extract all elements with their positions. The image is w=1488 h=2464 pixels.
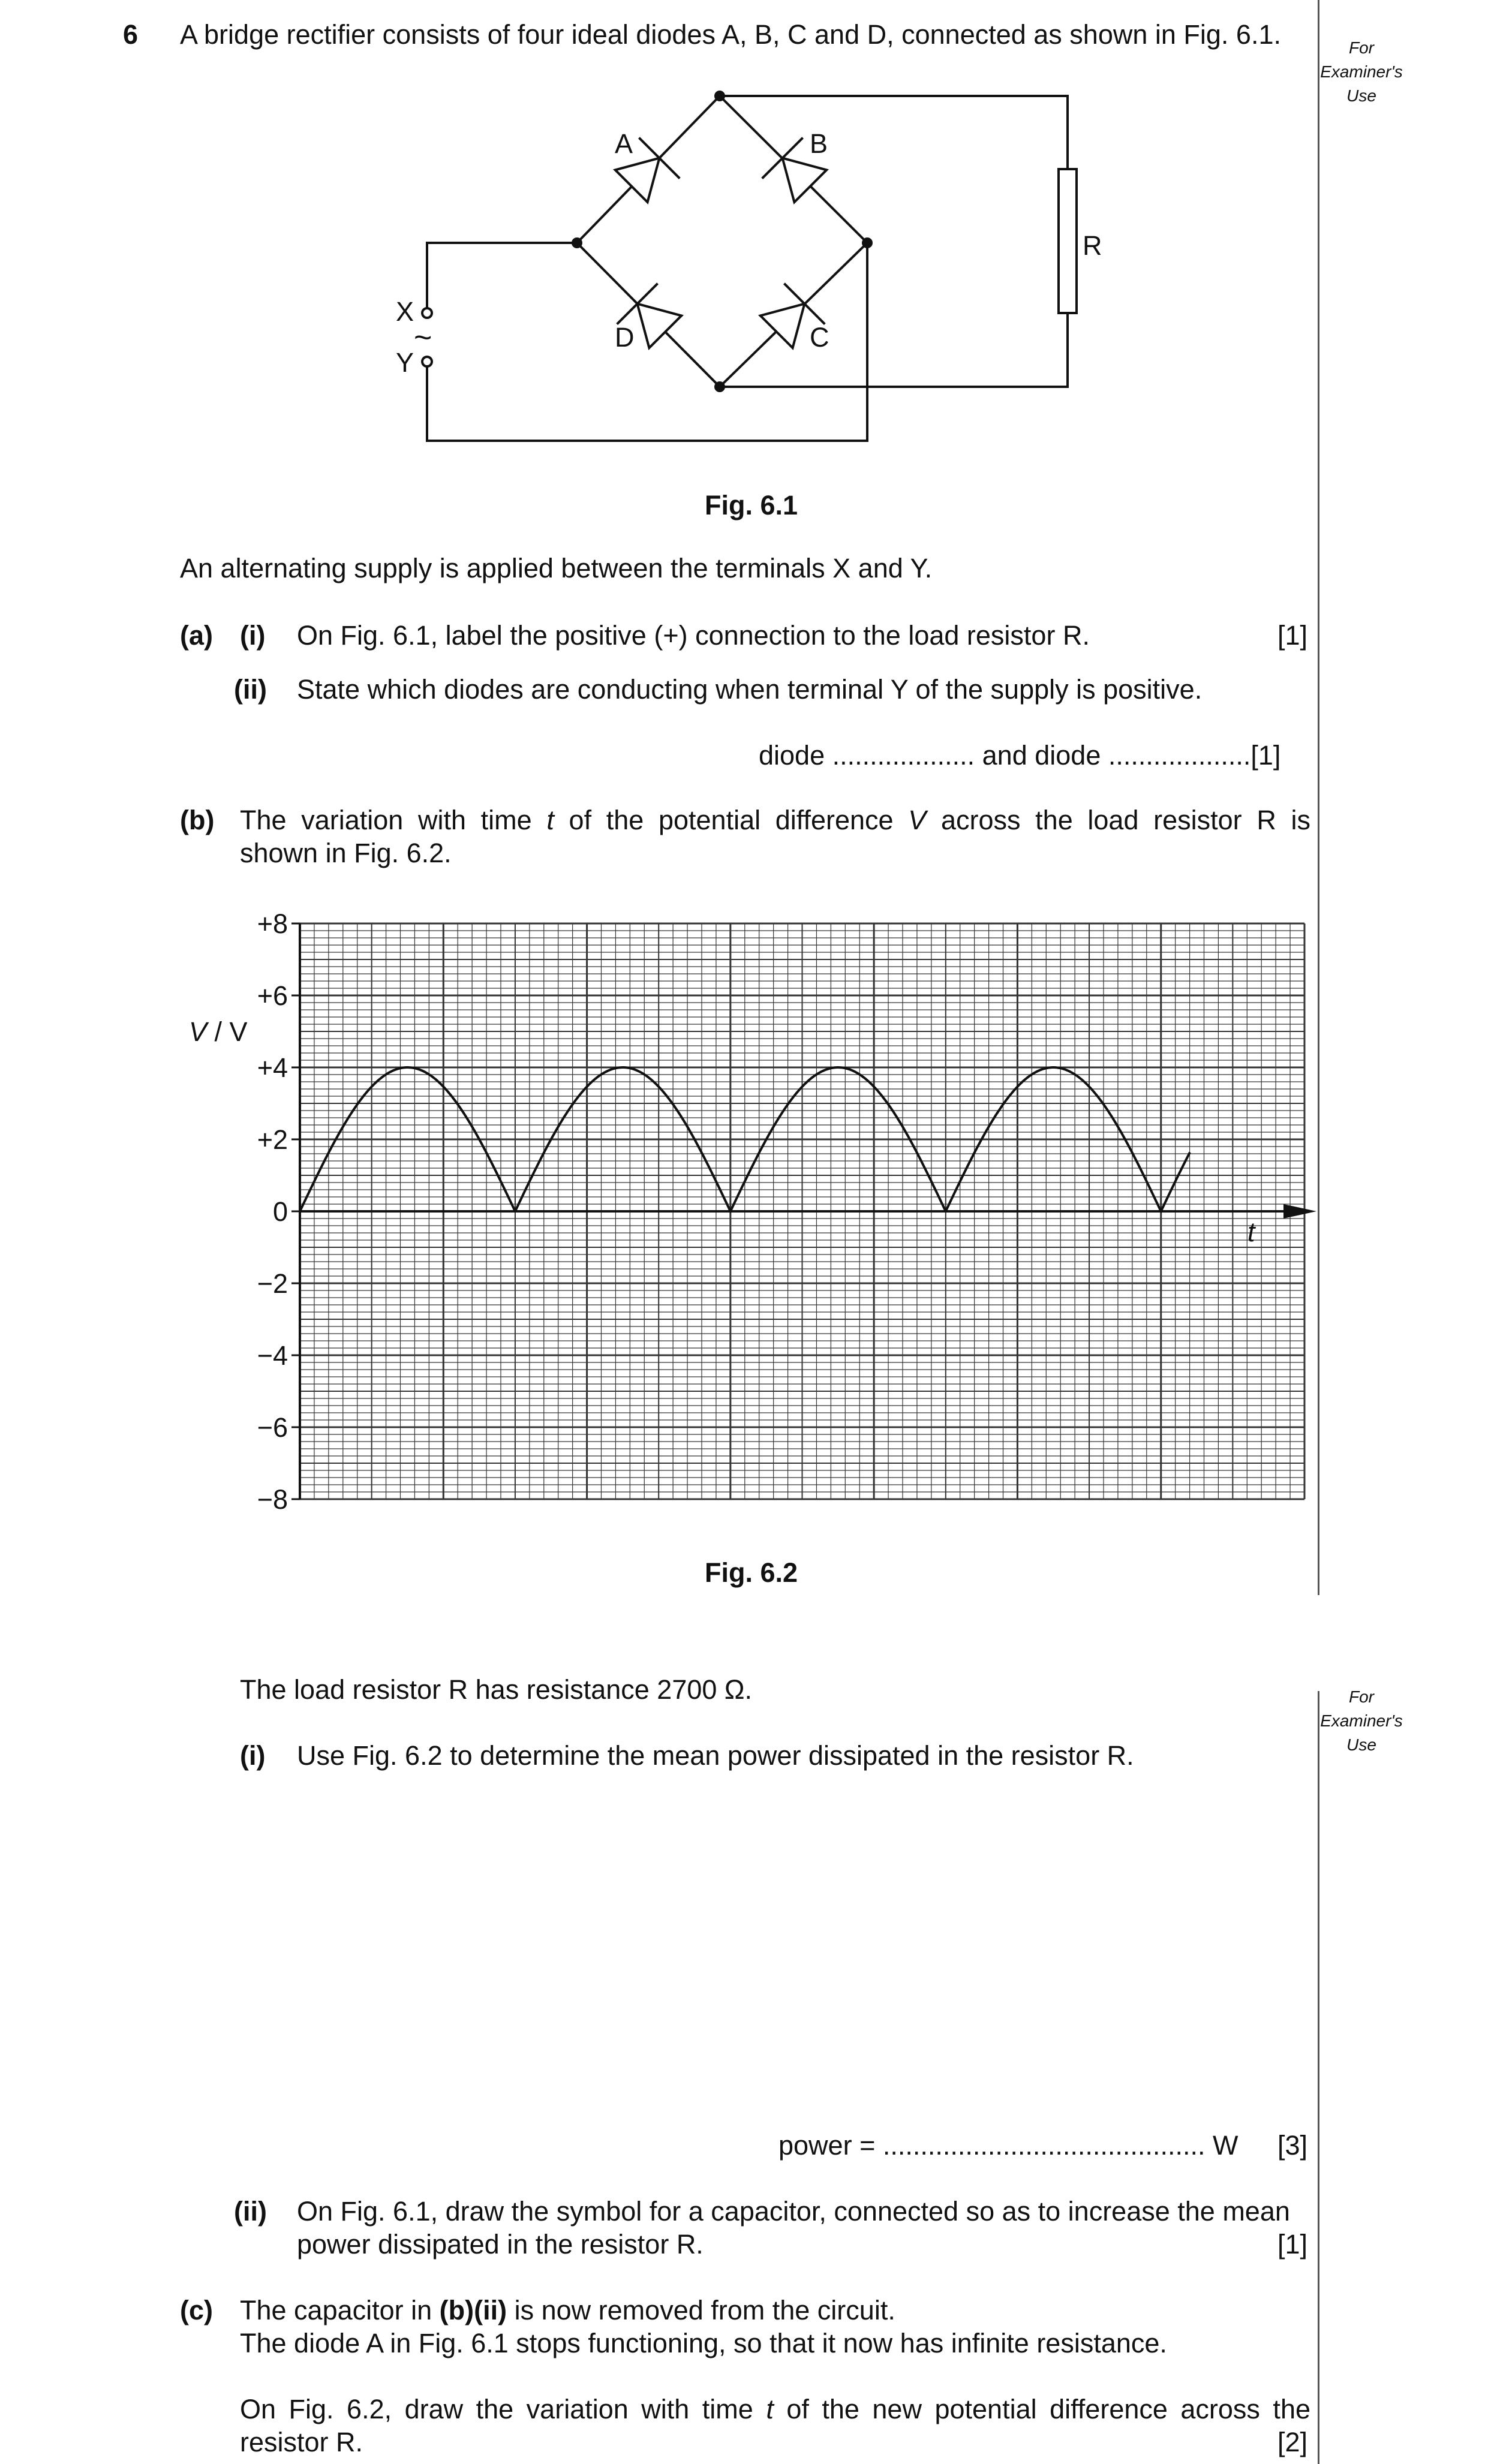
label-c: C: [810, 322, 829, 353]
resistance-text: The load resistor R has resistance 2700 Ω.: [240, 1674, 753, 1705]
text-run: The capacitor in: [240, 2295, 440, 2325]
question-number: 6: [123, 19, 139, 50]
part-a-label: (a): [180, 620, 213, 651]
y-tick-label: +4: [257, 1052, 288, 1083]
part-b-ii-text-line1: On Fig. 6.1, draw the symbol for a capacitor, connected so as to increase the mean: [297, 2196, 1290, 2227]
variable-v: V: [908, 805, 927, 835]
text-run: The variation with time: [240, 805, 547, 835]
part-b-i-label: (i): [240, 1740, 266, 1771]
examiner-label: Examiner's: [1320, 62, 1403, 81]
part-b-text-line1: [240, 804, 1310, 837]
examiner-use-box-bottom: [1319, 1685, 1403, 1757]
y-tick-label: +6: [257, 980, 288, 1011]
text-run: of the potential difference: [554, 805, 909, 835]
part-b-text-line2: shown in Fig. 6.2.: [240, 838, 452, 868]
label-a: A: [615, 128, 633, 159]
label-y: Y: [396, 347, 414, 378]
fig62-caption: Fig. 6.2: [705, 1557, 798, 1588]
part-c-line4: resistor R.: [240, 2427, 363, 2457]
y-tick-label: −4: [257, 1340, 288, 1371]
label-x: X: [396, 296, 414, 327]
part-c-line1: [240, 2294, 895, 2327]
examiner-label: Use: [1346, 1735, 1376, 1754]
part-c-line3: [240, 2393, 1310, 2426]
label-r: R: [1083, 230, 1102, 261]
part-b-ii-marks: [1]: [1277, 2229, 1308, 2260]
y-tick-label: +2: [257, 1124, 288, 1155]
part-b-ii-label: (ii): [234, 2196, 267, 2227]
part-b-label: (b): [180, 805, 215, 835]
fig61-caption: Fig. 6.1: [705, 490, 798, 521]
examiner-label: For: [1349, 1687, 1374, 1706]
y-tick-label: +8: [257, 908, 288, 939]
text-run: of the new potential difference across the: [773, 2394, 1310, 2424]
part-c-line2: The diode A in Fig. 6.1 stops functioning, so that it now has infinite resistance.: [240, 2328, 1167, 2358]
y-tick-label: −8: [257, 1484, 288, 1515]
x-axis-arrow: [1283, 1204, 1316, 1219]
label-d: D: [615, 322, 635, 353]
text-run: is now removed from the circuit.: [507, 2295, 895, 2325]
variable-t: t: [766, 2394, 774, 2424]
label-b: B: [810, 128, 828, 159]
y-tick-label: 0: [272, 1196, 288, 1227]
question-intro: A bridge rectifier consists of four ideal diodes A, B, C and D, connected as shown in Fig. 6.1.: [180, 19, 1281, 50]
margin-rule-bottom: [1318, 1691, 1319, 2464]
examiner-label: Examiner's: [1320, 1711, 1403, 1730]
part-a-ii-text: State which diodes are conducting when terminal Y of the supply is positive.: [297, 674, 1203, 705]
text-run: across the load resistor R is: [926, 805, 1310, 835]
y-axis-label: V / V: [189, 1016, 248, 1047]
part-a-i-text: On Fig. 6.1, label the positive (+) connection to the load resistor R.: [297, 620, 1090, 651]
part-b-i-text: Use Fig. 6.2 to determine the mean power dissipated in the resistor R.: [297, 1740, 1134, 1771]
y-tick-label: −6: [257, 1412, 288, 1443]
power-marks: [3]: [1277, 2130, 1308, 2161]
part-c-marks: [2]: [1277, 2427, 1308, 2457]
examiner-label: Use: [1346, 86, 1376, 105]
y-tick-label: −2: [257, 1268, 288, 1299]
power-answer-line: power = ........................................... W: [778, 2130, 1239, 2161]
voltage-time-graph: [0, 899, 1488, 1523]
text-run: On Fig. 6.2, draw the variation with time: [240, 2394, 766, 2424]
part-a-i-label: (i): [240, 620, 266, 651]
chart-ticks: [257, 908, 300, 1515]
part-a-ii-label: (ii): [234, 674, 267, 705]
x-axis-label: t: [1247, 1217, 1255, 1247]
variable-t: t: [546, 805, 554, 835]
bridge-rectifier-diagram: [0, 0, 1488, 480]
part-a-answer-line: diode ................... and diode ...................[1]: [759, 740, 1281, 771]
ac-symbol: ~: [414, 320, 432, 355]
part-c-label: (c): [180, 2295, 213, 2325]
supply-text: An alternating supply is applied between the terminals X and Y.: [180, 553, 933, 583]
examiner-label: For: [1349, 38, 1374, 57]
part-b-ii-text-line2: power dissipated in the resistor R.: [297, 2229, 704, 2260]
cross-reference: (b)(ii): [439, 2295, 507, 2325]
part-a-i-marks: [1]: [1277, 620, 1308, 651]
